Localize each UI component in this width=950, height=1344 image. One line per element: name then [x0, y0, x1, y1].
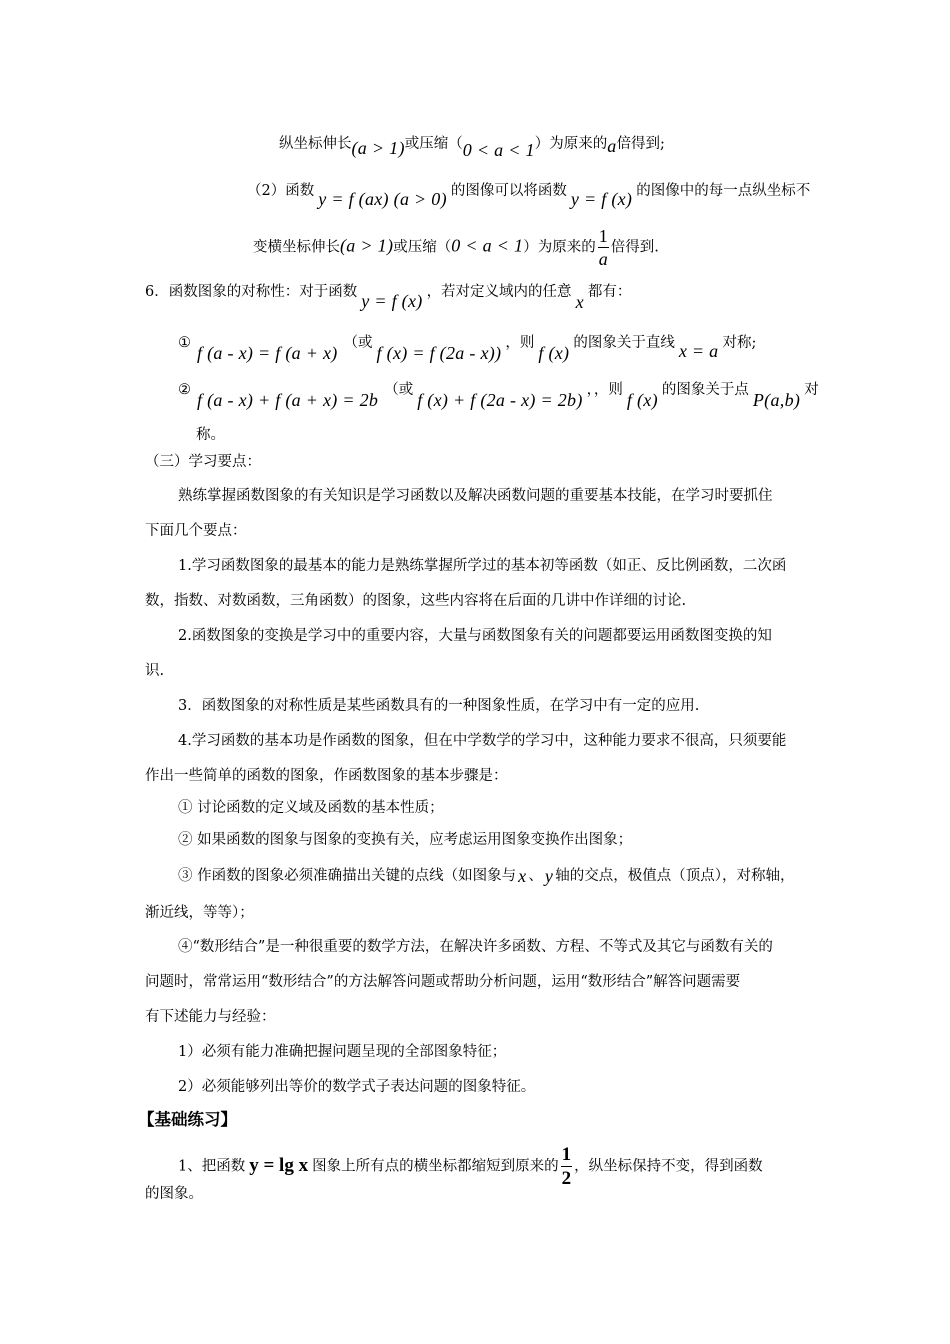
- text-line-18: ① 讨论函数的定义域及函数的基本性质；: [178, 800, 444, 816]
- text-run: 图象上所有点的横坐标都缩短到原来的: [312, 1158, 559, 1175]
- math-expr: f (x): [626, 390, 658, 410]
- text-line-12: 数，指数、对数函数，三角函数）的图象，这些内容将在后面的几讲中作详细的讨论.: [145, 593, 687, 609]
- text-run: ）为原来的: [523, 239, 596, 256]
- text-run: 的图象关于直线: [573, 335, 675, 351]
- text-run: 的图像可以将函数: [450, 183, 567, 199]
- text-line-22: ④“数形结合”是一种很重要的数学方法，在解决许多函数、方程、不等式及其它与函数有关的: [178, 939, 773, 955]
- text-line-27: [178, 1145, 763, 1188]
- math-expr: x: [518, 866, 527, 886]
- basic-exercises-heading: 【基础练习】: [138, 1110, 237, 1129]
- text-line-5: [178, 332, 757, 363]
- math-expr: y: [544, 866, 554, 886]
- text-line-28: 的图象。: [145, 1186, 203, 1202]
- text-line-16: 4.学习函数的基本功是作函数的图象，但在中学数学的学习中，这种能力要求不很高，只须要能: [178, 733, 787, 749]
- text-line-24: 有下述能力与经验：: [145, 1009, 276, 1025]
- math-expr: P(a,b): [752, 390, 801, 410]
- text-line-11: 1.学习函数图象的最基本的能力是熟练掌握所学过的基本初等函数（如正、反比例函数，二次函: [178, 558, 787, 574]
- text-run: ）为原来的: [534, 136, 608, 152]
- text-run: 变横坐标伸长: [253, 239, 340, 256]
- text-line-23: 问题时，常常运用“数形结合”的方法解答问题或帮助分析问题，运用“数形结合”解答问题需要: [145, 974, 741, 990]
- text-line-7: 称。: [196, 427, 225, 443]
- text-line-2: [247, 180, 811, 209]
- text-line-26: 2）必须能够列出等价的数学式子表达问题的图象特征。: [178, 1079, 536, 1095]
- text-line-3: [253, 227, 659, 268]
- text-run: 轴的交点，极值点（顶点），对称轴，: [555, 868, 795, 884]
- text-line-25: 1）必须有能力准确把握问题呈现的全部图象特征；: [178, 1044, 507, 1060]
- section-heading-study-points: （三）学习要点：: [145, 454, 261, 470]
- math-expr: x: [575, 292, 584, 312]
- math-expr: a: [607, 136, 617, 156]
- math-expr: y = f (ax) (a > 0): [318, 189, 447, 209]
- math-expr: y = f (x): [570, 189, 633, 209]
- text-line-9: 熟练掌握函数图象的有关知识是学习函数以及解决函数问题的重要基本技能，在学习时要抓住: [178, 488, 773, 504]
- fraction-denominator: 2: [561, 1168, 572, 1189]
- text-run: 、: [528, 868, 543, 884]
- fraction-one-half: [561, 1145, 573, 1188]
- text-run: 的图象关于点: [661, 382, 749, 398]
- math-expr: y = lg x: [249, 1154, 309, 1176]
- text-line-15: 3．函数图象的对称性质是某些函数具有的一种图象性质，在学习中有一定的应用.: [178, 698, 700, 714]
- text-run: 6．函数图象的对称性：对于函数: [145, 284, 358, 300]
- text-run: 或压缩（: [393, 239, 452, 256]
- text-run: 或压缩（: [404, 136, 463, 152]
- math-expr: f (a - x) = f (a + x): [197, 343, 338, 363]
- text-line-19: ② 如果函数的图象与图象的变换有关，应考虑运用图象变换作出图象；: [178, 832, 633, 848]
- math-expr: f (a - x) + f (a + x) = 2b: [197, 390, 379, 410]
- text-line-1: [279, 133, 665, 160]
- circled-number: ②: [178, 382, 191, 398]
- text-run: 纵坐标伸长: [279, 136, 352, 152]
- math-expr: f (x): [538, 343, 570, 363]
- math-expr: (a > 1): [340, 235, 394, 256]
- text-run: （或: [384, 382, 414, 398]
- math-expr: (a > 1): [351, 138, 405, 158]
- text-line-13: 2.函数图象的变换是学习中的重要内容，大量与函数图象有关的问题都要运用函数图变换的知: [178, 628, 772, 644]
- text-line-10: 下面几个要点：: [145, 523, 247, 539]
- fraction-numerator: 1: [561, 1144, 572, 1165]
- fraction-one-over-a: [598, 227, 609, 268]
- text-run: 倍得到;: [616, 136, 665, 152]
- text-run: 对称;: [722, 335, 757, 351]
- text-line-21: 渐近线，等等）；: [145, 905, 254, 921]
- math-expr: f (x) + f (2a - x) = 2b): [417, 390, 583, 410]
- text-run: ，若对定义域内的任意: [426, 284, 572, 300]
- math-expr: y = f (x): [361, 291, 423, 311]
- text-line-17: 作出一些简单的函数的图象，作函数图象的基本步骤是：: [145, 768, 508, 784]
- text-run: ，则: [505, 335, 535, 351]
- text-run: ，纵坐标保持不变，得到函数: [574, 1158, 763, 1175]
- text-run: ，，则: [586, 382, 623, 398]
- text-run: 对: [804, 382, 819, 398]
- math-expr: 0 < a < 1: [462, 140, 535, 160]
- text-run: 1、把函数: [178, 1158, 246, 1175]
- text-run: 倍得到.: [610, 239, 659, 256]
- fraction-denominator: a: [598, 249, 608, 269]
- text-run: （或: [343, 335, 373, 351]
- math-expr: f (x) = f (2a - x)): [376, 343, 502, 363]
- fraction-numerator: 1: [598, 226, 608, 246]
- math-expr: 0 < a < 1: [451, 235, 524, 256]
- text-line-14: 识.: [145, 663, 165, 679]
- text-run: ③ 作函数的图象必须准确描出关键的点线（如图象与: [178, 868, 517, 884]
- text-run: 都有：: [587, 284, 632, 300]
- text-line-20: [178, 865, 794, 884]
- circled-number: ①: [178, 335, 191, 351]
- text-line-6: [178, 379, 819, 410]
- math-expr: x = a: [678, 341, 719, 361]
- text-run: （2）函数: [247, 183, 315, 199]
- text-run: 的图像中的每一点纵坐标不: [636, 183, 811, 199]
- text-line-4: [145, 281, 632, 312]
